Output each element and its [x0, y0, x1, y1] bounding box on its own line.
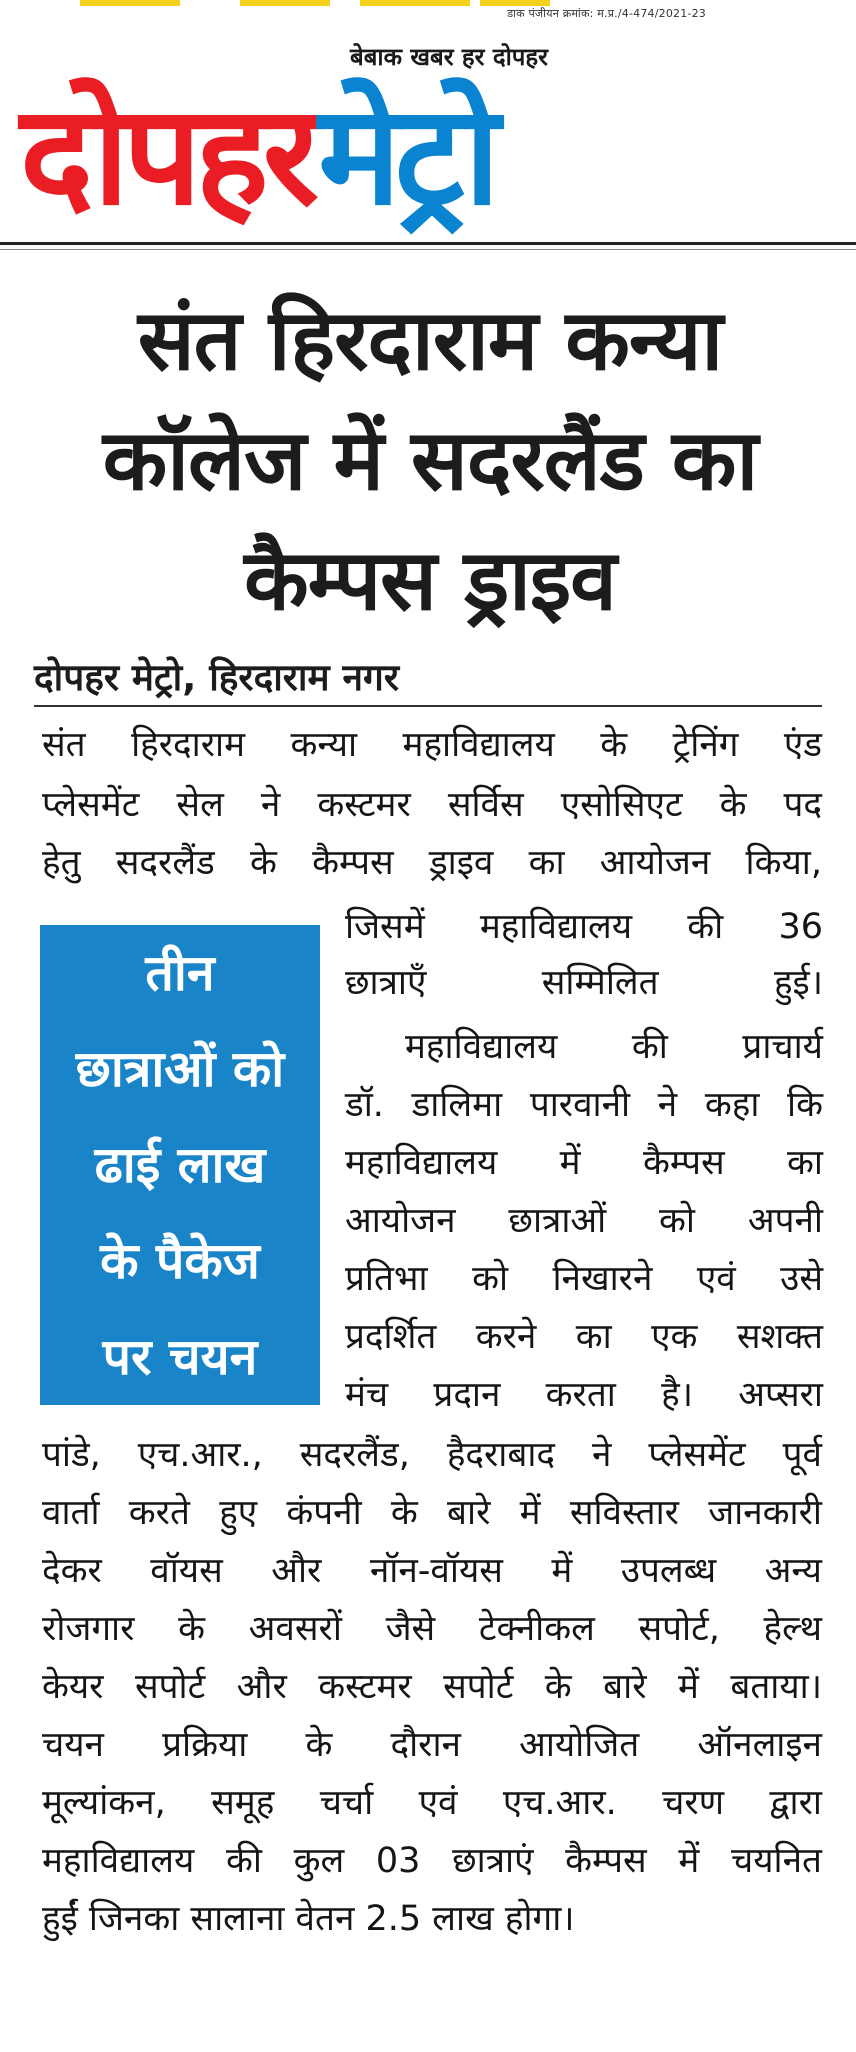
body-line: वार्ता करते हुए कंपनी के बारे में सविस्तार जानकारी: [42, 1493, 822, 1533]
body-line: हेतु सदरलैंड के कैम्पस ड्राइव का आयोजन किया,: [42, 843, 822, 883]
body-line: प्लेसमेंट सेल ने कस्टमर सर्विस एसोसिएट के पद: [42, 785, 822, 825]
highlight-line: तीन: [145, 944, 215, 1002]
body-line: केयर सपोर्ट और कस्टमर सपोर्ट के बारे में बताया।: [42, 1667, 822, 1707]
registration-number: डाक पंजीयन क्रमांक: म.प्र./4-474/2021-23: [507, 7, 706, 20]
body-line: आयोजन छात्राओं को अपनी: [345, 1201, 823, 1241]
headline-line: संत हिरदाराम कन्या: [137, 291, 723, 389]
headline-line: कॉलेज में सदरलैंड का: [102, 411, 758, 509]
body-line: जिसमें महाविद्यालय की 36: [345, 907, 823, 947]
body-line: छात्राएँ सम्मिलित हुई।: [345, 963, 823, 1003]
body-line: प्रतिभा को निखारने एवं उसे: [345, 1259, 823, 1299]
body-line: हुईं जिनका सालाना वेतन 2.5 लाख होगा।: [42, 1899, 575, 1939]
masthead-title-blue: मेट्रो: [318, 75, 495, 236]
headline-line: कैम्पस ड्राइव: [244, 531, 616, 629]
masthead-rule-thin: [0, 249, 856, 250]
body-line: संत हिरदाराम कन्या महाविद्यालय के ट्रेनिंग एंड: [42, 725, 822, 765]
highlight-line: ढाई लाख: [94, 1136, 266, 1194]
body-line: महाविद्यालय की कुल 03 छात्राएं कैम्पस में चयनित: [42, 1841, 822, 1881]
highlight-line: के पैकेज: [100, 1232, 260, 1290]
article-dateline: दोपहर मेट्रो, हिरदाराम नगर: [34, 656, 400, 699]
masthead-logo: [20, 66, 840, 246]
body-line: डॉ. डालिमा पारवानी ने कहा कि: [345, 1085, 823, 1125]
body-line: पांडे, एच.आर., सदरलैंड, हैदराबाद ने प्लेसमेंट पूर्व: [42, 1435, 822, 1475]
body-line: महाविद्यालय की प्राचार्य: [405, 1027, 823, 1067]
body-line: महाविद्यालय में कैम्पस का: [345, 1143, 823, 1183]
highlight-line: पर चयन: [102, 1328, 258, 1386]
body-line: देकर वॉयस और नॉन-वॉयस में उपलब्ध अन्य: [42, 1551, 822, 1591]
dateline-rule: [34, 705, 822, 707]
body-line: प्रदर्शित करने का एक सशक्त: [345, 1317, 823, 1357]
body-line: मंच प्रदान करता है। अप्सरा: [345, 1375, 823, 1415]
body-line: चयन प्रक्रिया के दौरान आयोजित ऑनलाइन: [42, 1725, 822, 1765]
article-headline: [30, 280, 830, 640]
highlight-box: [40, 925, 320, 1405]
highlight-line: छात्राओं को: [75, 1040, 285, 1098]
body-line: रोजगार के अवसरों जैसे टेक्नीकल सपोर्ट, हेल्थ: [42, 1609, 822, 1649]
body-line: मूल्यांकन, समूह चर्चा एवं एच.आर. चरण द्वारा: [42, 1783, 822, 1823]
top-color-strip: [0, 0, 856, 6]
masthead-tagline: बेबाक खबर हर दोपहर: [350, 43, 548, 71]
masthead-title-red: दोपहर: [20, 75, 314, 236]
masthead-rule: [0, 242, 856, 245]
